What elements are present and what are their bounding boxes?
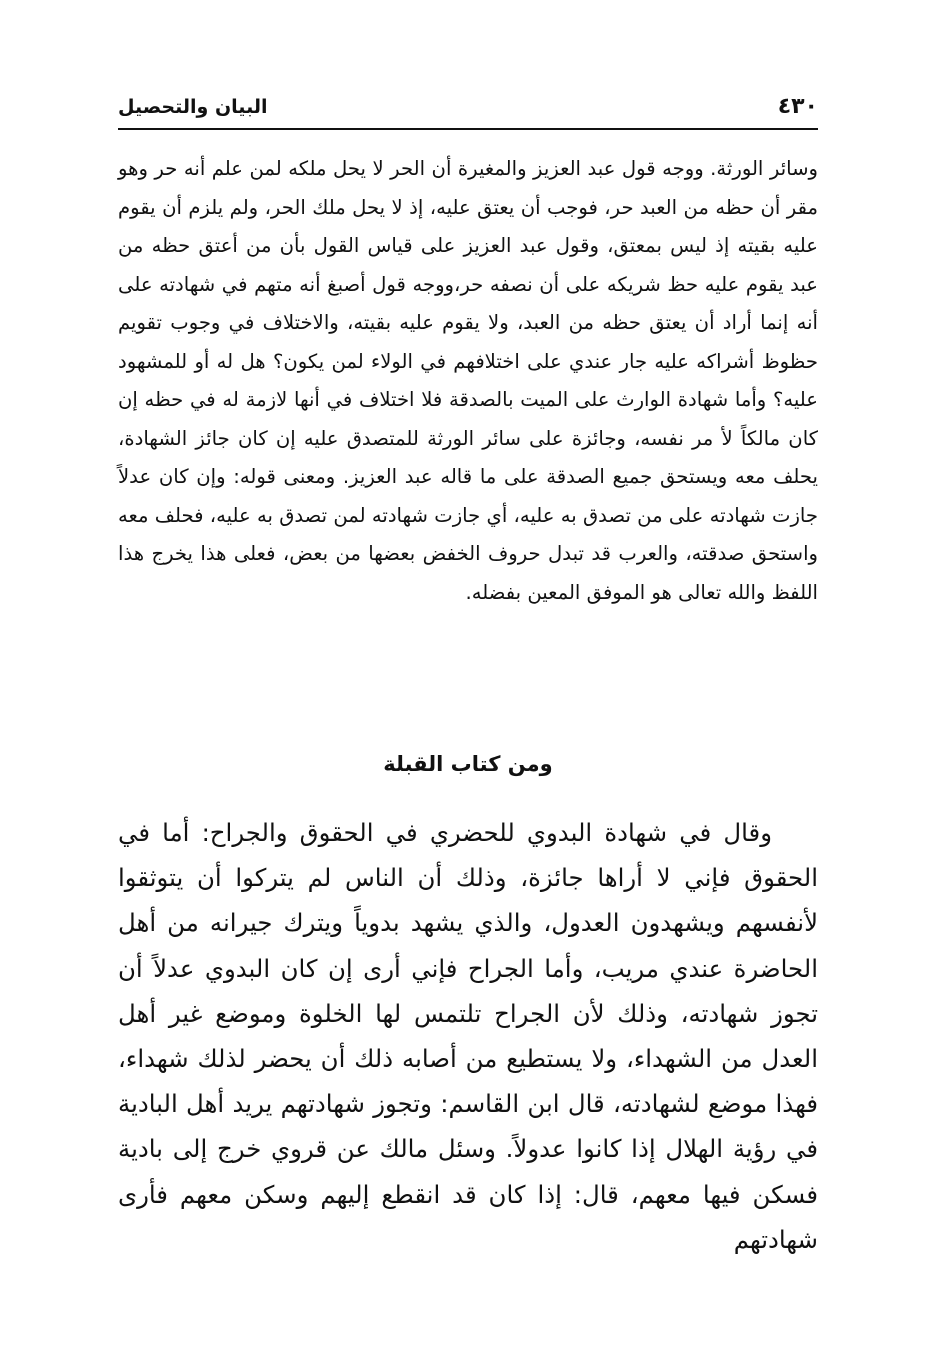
page-number: ٤٣٠ <box>777 94 818 119</box>
commentary-block <box>118 150 818 612</box>
commentary-paragraph: وسائر الورثة. ووجه قول عبد العزيز والمغيرة أن الحر لا يحل ملكه لمن علم أنه حر وهو مقر أن حظه من العبد حر، فوجب أن يعتق عليه، إذ لا يحل ملك الحر، ولم يلزم أن يقوم عليه بقيته إذ ليس بمعتق، وقول عبد العزيز على قياس القول بأن من أعتق حظه من عبد يقوم عليه حظ شريكه على أن نصفه حر،ووجه قول أصبغ أنه متهم في شهادته على أنه إنما أراد أن يعتق حظه من العبد، ولا يقوم عليه بقيته، والاختلاف في وجوب تقويم حظوظ أشراكه عليه جار عندي على اختلافهم في الولاء لمن يكون؟ هل له أو للمشهود عليه؟ وأما شهادة الوارث على الميت بالصدقة فلا اختلاف في أنها لازمة له في حظه إن كان مالكاً لأ مر نفسه، وجائزة على سائر الورثة للمتصدق عليه إن كان جائز الشهادة، يحلف معه ويستحق جميع الصدقة على ما قاله عبد العزيز. ومعنى قوله: وإن كان عدلاً جازت شهادته على من تصدق به عليه، أي جازت شهادته لمن تصدق به عليه، فحلف معه واستحق صدقته، والعرب قد تبدل حروف الخفض بعضها من بعض، فعلى هذا يخرج هذا اللفظ والله تعالى هو الموفق المعين بفضله. <box>118 157 818 604</box>
header-rule <box>118 128 818 130</box>
book-title: البيان والتحصيل <box>118 96 268 118</box>
section-heading: ومن كتاب القبلة <box>383 752 553 776</box>
running-head <box>118 92 818 132</box>
main-text-paragraph: وقال في شهادة البدوي للحضري في الحقوق والجراح: أما في الحقوق فإني لا أراها جائزة، وذلك أن الناس لم يتركوا أن يتوثقوا لأنفسهم ويشهدون العدول، والذي يشهد بدوياً ويترك جيرانه من أهل الحاضرة عندي مريب، وأما الجراح فإني أرى إن كان البدوي عدلاً أن تجوز شهادته، وذلك لأن الجراح تلتمس لها الخلوة وموضع غير أهل العدل من الشهداء، ولا يستطيع من أصابه ذلك أن يحضر لذلك شهداء، فهذا موضع لشهادته، قال ابن القاسم: وتجوز شهادتهم يريد أهل البادية في رؤية الهلال إذا كانوا عدولاً. وسئل مالك عن قروي خرج إلى بادية فسكن فيها معهم، قال: إذا كان قد انقطع إليهم وسكن معهم فأرى شهادتهم <box>118 818 818 1254</box>
main-text-block <box>118 810 818 1262</box>
